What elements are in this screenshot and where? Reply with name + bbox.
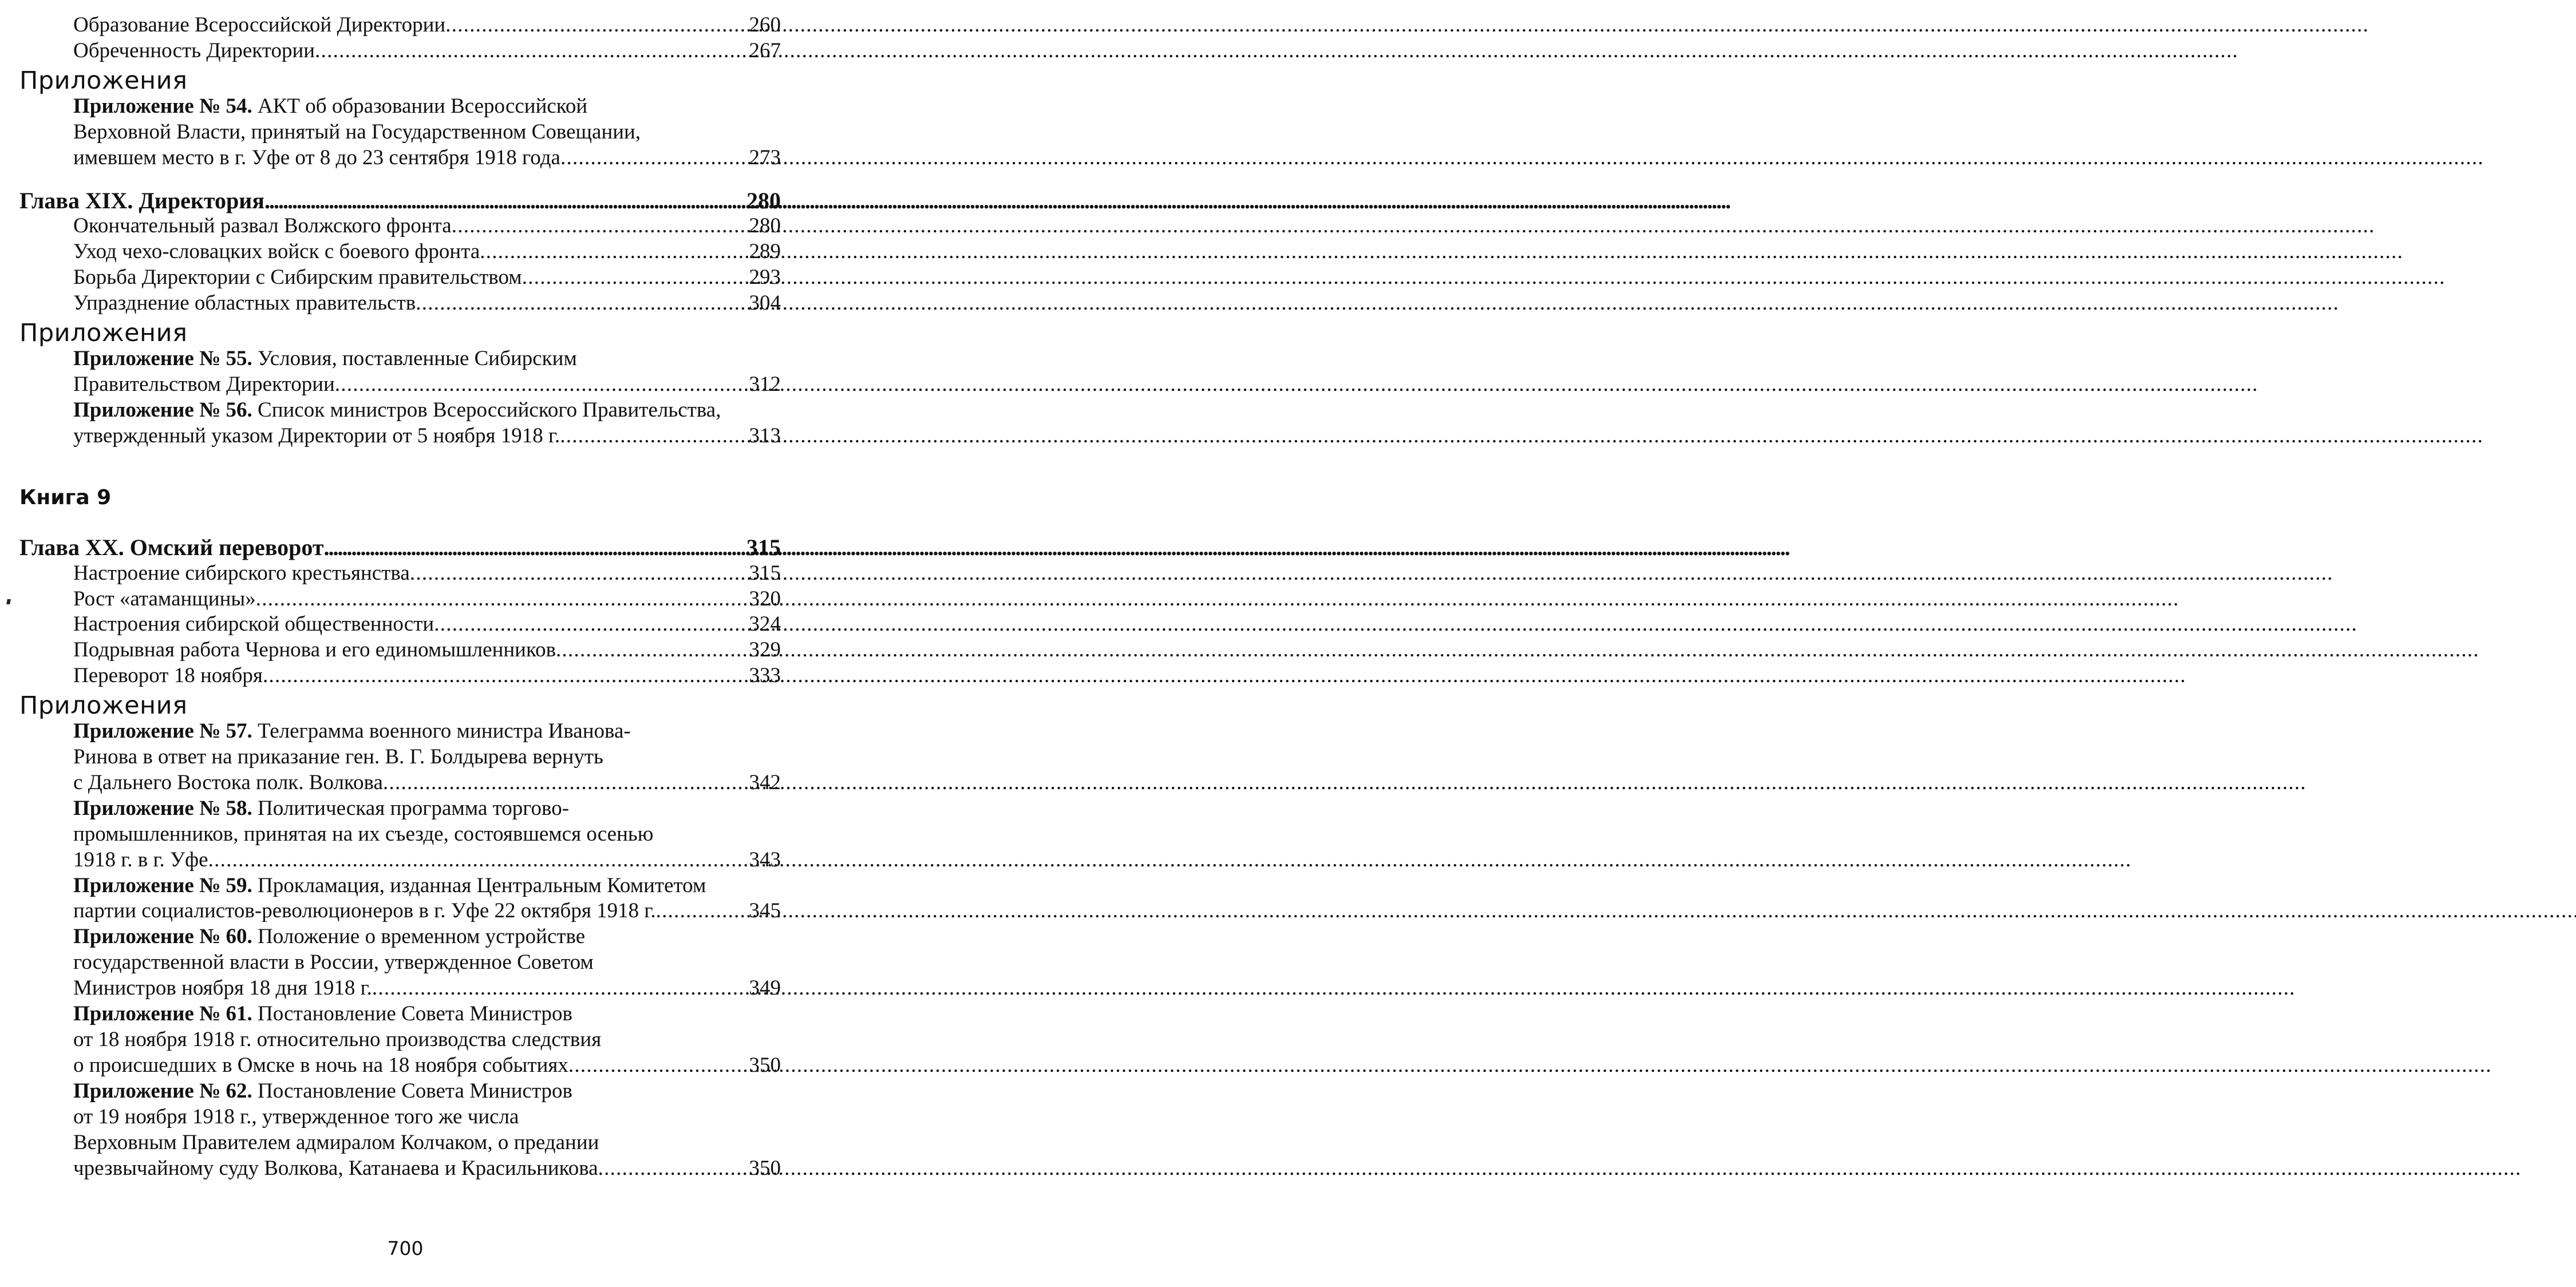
page-ref: 343 bbox=[749, 848, 781, 872]
appendix-text bbox=[73, 372, 335, 398]
toc-item bbox=[19, 663, 781, 689]
dot-leader bbox=[256, 587, 749, 612]
page-ref: 315 bbox=[746, 534, 781, 560]
appendix-line bbox=[19, 1001, 781, 1027]
dot-leader bbox=[372, 976, 749, 1001]
appendix-line bbox=[19, 898, 781, 924]
dot-leader bbox=[560, 423, 749, 449]
dot-leader bbox=[656, 898, 749, 924]
toc-item-text: Борьба Директории с Сибирским правительством bbox=[73, 266, 522, 290]
appendix-line bbox=[19, 1104, 781, 1130]
section-heading: Приложения bbox=[19, 691, 188, 720]
dot-leader bbox=[560, 145, 749, 171]
appendix-label: Приложение № 54. bbox=[73, 94, 252, 118]
toc-item-text: Образование Всероссийской Директории bbox=[73, 13, 446, 37]
margin-bullet-mark bbox=[6, 599, 11, 604]
appendix-text bbox=[73, 145, 560, 171]
appendix-line bbox=[19, 745, 781, 770]
dot-leader bbox=[324, 535, 746, 561]
appendix-text bbox=[73, 1079, 572, 1104]
appendix-line bbox=[19, 976, 781, 1001]
toc-item-text: Подрывная работа Чернова и его единомышленников bbox=[73, 638, 556, 662]
appendix-line bbox=[19, 873, 781, 899]
page-ref: 312 bbox=[749, 372, 781, 396]
dot-leader bbox=[434, 612, 749, 637]
appendix-line bbox=[19, 1156, 781, 1182]
appendix-text bbox=[73, 719, 631, 745]
appendix-title: промышленников, принятая на их съезде, состоявшемся осенью bbox=[73, 822, 654, 846]
toc-item bbox=[19, 612, 781, 637]
appendix-line bbox=[19, 796, 781, 822]
page-ref: 350 bbox=[749, 1053, 781, 1077]
appendix-line bbox=[19, 848, 781, 873]
appendix-line bbox=[19, 770, 781, 796]
chapter-heading-text: Глава XX. Омский переворот bbox=[19, 534, 324, 560]
page-ref: 349 bbox=[749, 976, 781, 1000]
page-ref: 320 bbox=[749, 587, 781, 611]
page-ref: 293 bbox=[749, 266, 781, 290]
dot-leader bbox=[416, 291, 749, 316]
page-ref: 280 bbox=[746, 187, 781, 213]
appendix-text bbox=[73, 94, 587, 120]
appendix-title: Прокламация, изданная Центральным Комитетом bbox=[258, 873, 706, 897]
appendix-line bbox=[19, 950, 781, 976]
appendix-line bbox=[19, 1079, 781, 1104]
dot-leader bbox=[452, 213, 749, 239]
table-of-contents bbox=[19, 13, 781, 1181]
dot-leader bbox=[480, 239, 749, 265]
appendix-label: Приложение № 60. bbox=[73, 925, 252, 949]
page-ref: 304 bbox=[749, 291, 781, 315]
appendix-text bbox=[73, 1104, 519, 1130]
appendix-text bbox=[73, 1027, 601, 1053]
dot-leader bbox=[410, 561, 749, 587]
page-ref: 280 bbox=[749, 214, 781, 238]
page-ref: 260 bbox=[749, 13, 781, 37]
appendix-title: чрезвычайному суду Волкова, Катанаева и Красильникова bbox=[73, 1156, 598, 1180]
appendix-text bbox=[73, 1053, 568, 1079]
appendix-title: Политическая программа торгово- bbox=[258, 796, 570, 820]
dot-leader bbox=[445, 13, 749, 38]
chapter-heading bbox=[19, 535, 781, 561]
dot-leader bbox=[598, 1156, 749, 1182]
dot-leader bbox=[264, 188, 746, 214]
appendix-title: Министров ноября 18 дня 1918 г. bbox=[73, 976, 372, 1000]
appendix-line bbox=[19, 120, 781, 145]
toc-item-text: Упразднение областных правительств bbox=[73, 291, 416, 315]
appendix-text bbox=[73, 924, 585, 950]
appendix-text bbox=[73, 120, 641, 145]
book-heading: Книга 9 bbox=[19, 485, 112, 509]
appendix-line bbox=[19, 1027, 781, 1053]
appendix-title: от 18 ноября 1918 г. относительно производства следствия bbox=[73, 1028, 602, 1051]
toc-item bbox=[19, 587, 781, 612]
appendix-title: с Дальнего Востока полк. Волкова bbox=[73, 770, 383, 794]
toc-item-text: Переворот 18 ноября bbox=[73, 664, 263, 688]
toc-item bbox=[19, 291, 781, 316]
appendix-line bbox=[19, 423, 781, 449]
dot-leader bbox=[208, 848, 749, 873]
appendix-text bbox=[73, 1130, 599, 1156]
appendix-title: Условия, поставленные Сибирским bbox=[258, 347, 577, 371]
toc-item bbox=[19, 239, 781, 265]
appendix-line bbox=[19, 372, 781, 398]
appendix-text bbox=[73, 1001, 572, 1027]
appendix-text bbox=[73, 898, 656, 924]
appendix-text bbox=[73, 423, 560, 449]
appendix-text bbox=[73, 346, 577, 372]
appendix-label: Приложение № 58. bbox=[73, 796, 252, 820]
appendix-label: Приложение № 55. bbox=[73, 347, 252, 371]
appendix-text bbox=[73, 745, 603, 770]
appendix-title: АКТ об образовании Всероссийской bbox=[258, 94, 588, 118]
page-ref: 267 bbox=[749, 38, 781, 62]
appendix-label: Приложение № 59. bbox=[73, 873, 252, 897]
toc-item bbox=[19, 13, 781, 38]
page-ref: 342 bbox=[749, 770, 781, 794]
dot-leader bbox=[263, 663, 749, 689]
appendix-title: Верховной Власти, принятый на Государственном Совещании, bbox=[73, 120, 641, 144]
toc-item-text: Уход чехо-словацких войск с боевого фронта bbox=[73, 240, 480, 264]
appendix-title: Верховным Правителем адмиралом Колчаком, о предании bbox=[73, 1130, 599, 1154]
toc-item-text: Рост «атаманщины» bbox=[73, 587, 256, 611]
appendix-text bbox=[73, 796, 569, 822]
appendix-line bbox=[19, 822, 781, 848]
toc-item bbox=[19, 213, 781, 239]
appendix-label: Приложение № 56. bbox=[73, 398, 252, 422]
dot-leader bbox=[383, 770, 749, 796]
page-ref: 333 bbox=[749, 664, 781, 688]
dot-leader bbox=[315, 38, 749, 64]
appendix-line bbox=[19, 346, 781, 372]
appendix-title: имевшем место в г. Уфе от 8 до 23 сентября 1918 года bbox=[73, 145, 560, 169]
appendix-title: от 19 ноября 1918 г., утвержденное того же числа bbox=[73, 1104, 519, 1128]
appendix-title: Список министров Всероссийского Правительства, bbox=[258, 398, 721, 422]
toc-item bbox=[19, 637, 781, 663]
appendix-label: Приложение № 57. bbox=[73, 719, 252, 743]
section-heading: Приложения bbox=[19, 319, 188, 348]
appendix-title: Положение о временном устройстве bbox=[258, 925, 586, 949]
dot-leader bbox=[556, 637, 749, 663]
appendix-line bbox=[19, 145, 781, 171]
page-ref: 315 bbox=[749, 561, 781, 585]
toc-item bbox=[19, 265, 781, 291]
toc-item-text: Окончательный развал Волжского фронта bbox=[73, 214, 452, 238]
page-ref: 313 bbox=[749, 423, 781, 448]
appendix-line bbox=[19, 1130, 781, 1156]
page-ref: 345 bbox=[749, 899, 781, 923]
page-ref: 324 bbox=[749, 612, 781, 636]
appendix-text bbox=[73, 770, 383, 796]
toc-item-text: Настроение сибирского крестьянства bbox=[73, 561, 410, 585]
appendix-text bbox=[73, 976, 372, 1001]
appendix-title: Правительством Директории bbox=[73, 372, 335, 396]
toc-item-text: Обреченность Директории bbox=[73, 38, 315, 62]
appendix-label: Приложение № 62. bbox=[73, 1079, 252, 1103]
appendix-text bbox=[73, 873, 706, 899]
appendix-title: Постановление Совета Министров bbox=[258, 1002, 573, 1026]
appendix-line bbox=[19, 94, 781, 120]
chapter-heading-text: Глава XIX. Директория bbox=[19, 187, 264, 213]
appendix-text bbox=[73, 822, 653, 848]
page-ref: 329 bbox=[749, 638, 781, 662]
appendix-title: государственной власти в России, утвержденное Советом bbox=[73, 951, 594, 975]
appendix-line bbox=[19, 924, 781, 950]
appendix-text bbox=[73, 398, 721, 423]
chapter-heading bbox=[19, 188, 781, 214]
appendix-title: Постановление Совета Министров bbox=[258, 1079, 573, 1103]
page-number: 700 bbox=[387, 1237, 424, 1260]
appendix-text bbox=[73, 950, 594, 976]
appendix-title: утвержденный указом Директории от 5 ноября 1918 г. bbox=[73, 423, 560, 448]
appendix-label: Приложение № 61. bbox=[73, 1002, 252, 1026]
appendix-line bbox=[19, 398, 781, 423]
page-ref: 350 bbox=[749, 1156, 781, 1180]
appendix-title: о происшедших в Омске в ночь на 18 ноября событиях bbox=[73, 1053, 568, 1077]
dot-leader bbox=[335, 372, 749, 398]
appendix-line bbox=[19, 719, 781, 745]
appendix-text bbox=[73, 1156, 598, 1182]
dot-leader bbox=[522, 265, 749, 291]
appendix-title: Ринова в ответ на приказание ген. В. Г. Болдырева вернуть bbox=[73, 745, 603, 769]
toc-item bbox=[19, 38, 781, 64]
page-ref: 289 bbox=[749, 240, 781, 264]
toc-item bbox=[19, 561, 781, 587]
appendix-title: партии социалистов-революционеров в г. Уфе 22 октября 1918 г. bbox=[73, 899, 656, 923]
document-page bbox=[0, 0, 811, 1287]
appendix-title: 1918 г. в г. Уфе bbox=[73, 848, 208, 872]
toc-item-text: Настроения сибирской общественности bbox=[73, 612, 434, 636]
section-heading: Приложения bbox=[19, 66, 188, 95]
dot-leader bbox=[568, 1053, 749, 1079]
appendix-line bbox=[19, 1053, 781, 1079]
appendix-title: Телеграмма военного министра Иванова- bbox=[258, 719, 631, 743]
appendix-text bbox=[73, 848, 208, 873]
page-ref: 273 bbox=[749, 145, 781, 169]
